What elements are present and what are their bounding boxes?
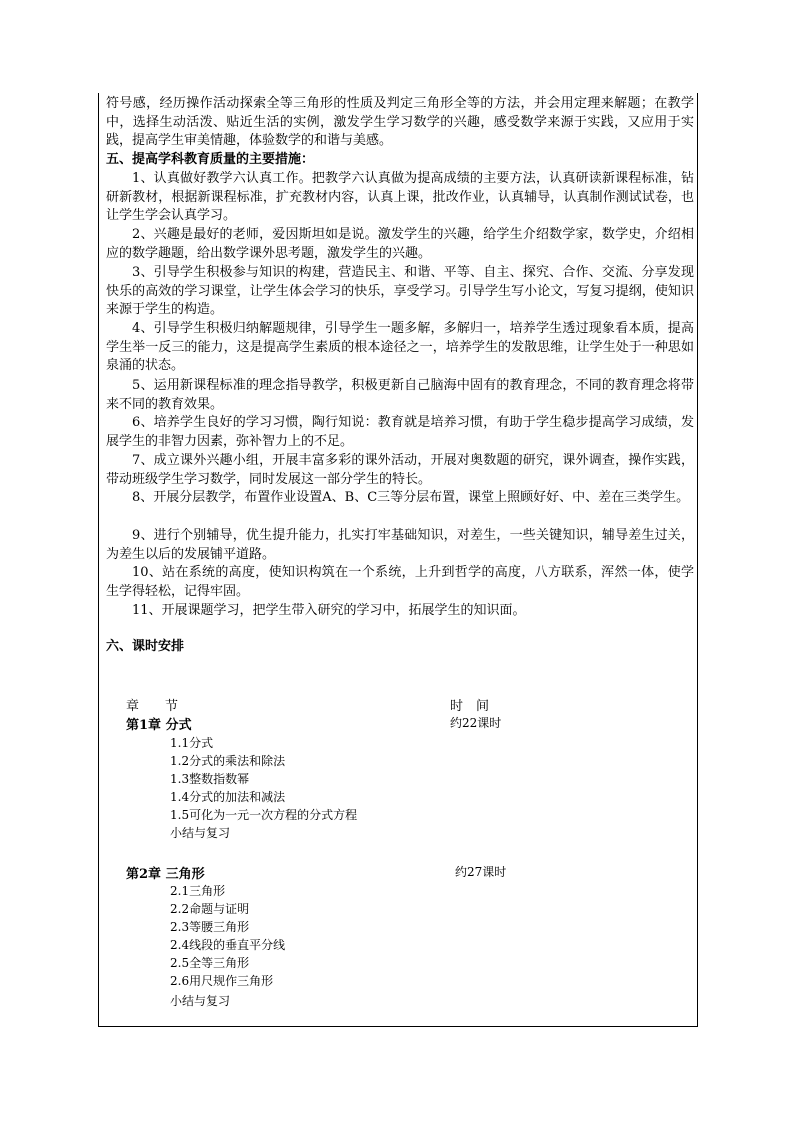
measure-item-8: 8、开展分层教学，布置作业设置A、B、C三等分层布置，课堂上照顾好好、中、差在三类学生。 xyxy=(132,490,690,505)
lesson-item: 2.3等腰三角形 xyxy=(170,920,250,934)
intro-paragraph: 符号感，经历操作活动探索全等三角形的性质及判定三角形全等的方法，并会用定理来解题；在教学中，选择生动活泼、贴近生活的实例，激发学生学习数学的兴趣，感受数学来源于实践，又应用于实践，提高学生审美情趣，体验数学的和谐与美感。 xyxy=(106,96,694,149)
lesson-item: 2.5全等三角形 xyxy=(170,956,250,970)
lesson-item: 1.2分式的乘法和除法 xyxy=(170,754,286,768)
measure-item-6: 6、培养学生良好的学习习惯，陶行知说：教育就是培养习惯，有助于学生稳步提高学习成绩，发展学生的非智力因素，弥补智力上的不足。 xyxy=(106,415,694,449)
lesson-item: 1.1分式 xyxy=(170,736,214,750)
measure-item-2: 2、兴趣是最好的老师，爱因斯坦如是说。激发学生的兴趣，给学生介绍数学家，数学史，介绍相应的数学趣题，给出数学课外思考题，激发学生的兴趣。 xyxy=(106,227,694,261)
section6-heading: 六、课时安排 xyxy=(106,639,185,654)
lesson-item: 1.4分式的加法和减法 xyxy=(170,790,286,804)
chapter-title: 第2章 三角形 xyxy=(126,867,205,882)
chapter-hours: 约27课时 xyxy=(455,865,507,879)
measure-item-9: 9、进行个别辅导，优生提升能力，扎实打牢基础知识，对差生，一些关键知识，辅导差生过关，为差生以后的发展铺平道路。 xyxy=(106,528,694,562)
schedule-header-chapter: 章 节 xyxy=(126,699,179,714)
lesson-item: 2.2命题与证明 xyxy=(170,902,250,916)
chapter-title: 第1章 分式 xyxy=(126,718,192,733)
chapter-hours: 约22课时 xyxy=(450,716,502,730)
lesson-item: 1.5可化为一元一次方程的分式方程 xyxy=(170,808,358,822)
section5-heading: 五、提高学科教育质量的主要措施： xyxy=(106,152,315,167)
lesson-item: 2.6用尺规作三角形 xyxy=(170,974,274,988)
measure-item-3: 3、引导学生积极参与知识的构建，营造民主、和谐、平等、自主、探究、合作、交流、分享发现快乐的高效的学习课堂，让学生体会学习的快乐，享受学习。引导学生写小论文，写复习提纲，使知识来源于学生的构造。 xyxy=(106,265,694,318)
lesson-item: 小结与复习 xyxy=(170,994,231,1008)
measure-item-1: 1、认真做好教学六认真工作。把教学六认真做为提高成绩的主要方法，认真研读新课程标准，钻研新教材，根据新课程标准，扩充教材内容，认真上课，批改作业，认真辅导，认真制作测试试卷，也让学生学会认真学习。 xyxy=(106,171,694,224)
measure-item-5: 5、运用新课程标准的理念指导教学，积极更新自己脑海中固有的教育理念，不同的教育理念将带来不同的教育效果。 xyxy=(106,378,694,412)
lesson-item: 2.1三角形 xyxy=(170,884,226,898)
measure-item-7: 7、成立课外兴趣小组，开展丰富多彩的课外活动，开展对奥数题的研究，课外调查，操作实践，带动班级学生学习数学，同时发展这一部分学生的特长。 xyxy=(106,453,694,487)
lesson-item: 1.3整数指数幂 xyxy=(170,772,250,786)
schedule-header-time: 时 间 xyxy=(450,699,490,714)
lesson-item: 2.4线段的垂直平分线 xyxy=(170,938,286,952)
lesson-item: 小结与复习 xyxy=(170,826,231,840)
measure-item-11: 11、开展课题学习，把学生带入研究的学习中，拓展学生的知识面。 xyxy=(132,603,526,618)
measure-item-4: 4、引导学生积极归纳解题规律，引导学生一题多解，多解归一，培养学生透过现象看本质，提高学生举一反三的能力，这是提高学生素质的根本途径之一，培养学生的发散思维，让学生处于一种思如泉涌的状态。 xyxy=(106,321,694,374)
measure-item-10: 10、站在系统的高度，使知识构筑在一个系统，上升到哲学的高度，八方联系，浑然一体，使学生学得轻松，记得牢固。 xyxy=(106,565,694,599)
